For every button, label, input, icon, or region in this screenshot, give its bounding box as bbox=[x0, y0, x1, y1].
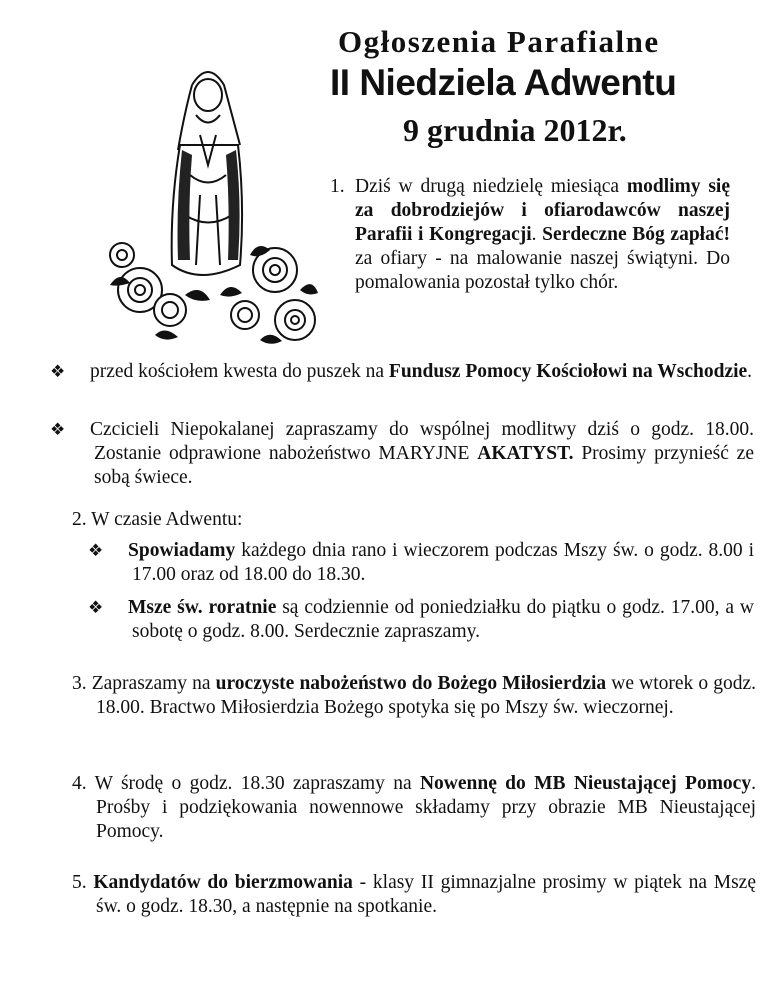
item-bold: modlimy się za dobrodziejów i ofiarodawców naszej Parafii i Kongregacji bbox=[355, 176, 730, 245]
bullet-text: . bbox=[747, 361, 753, 382]
item-bold: Serdeczne Bóg zapłać! bbox=[542, 224, 730, 245]
title-date: 9 grudnia 2012r. bbox=[403, 112, 627, 148]
announcement-bullet-akatyst bbox=[50, 418, 754, 490]
item-bold: uroczyste nabożeństwo do Bożego Miłosierdzia bbox=[215, 673, 607, 694]
item-text: W czasie Adwentu: bbox=[91, 509, 243, 530]
item-text: - klasy II gimnazjalne prosimy w piątek na Mszę św. o godz. 18.30, a następnie na spotkanie. bbox=[96, 872, 756, 917]
announcement-bullet-kwesta bbox=[50, 360, 754, 384]
item-bold: Kandydatów do bierzmowania bbox=[93, 872, 353, 893]
announcement-bullet-roraty bbox=[88, 596, 754, 644]
item-text: za ofiary - na malowanie naszej świątyni. Do pomalowania pozostał tylko chór. bbox=[355, 248, 730, 293]
item-text: . bbox=[531, 224, 543, 245]
madonna-illustration bbox=[100, 55, 322, 355]
bullet-bold: Msze św. roratnie bbox=[128, 597, 277, 618]
bullet-bold: AKATYST. bbox=[477, 443, 574, 464]
item-text: Zapraszamy na bbox=[91, 673, 216, 694]
announcement-item-3 bbox=[72, 672, 756, 720]
diamond-bullet-icon: ❖ bbox=[50, 420, 66, 439]
diamond-bullet-icon: ❖ bbox=[88, 541, 104, 560]
item-number: 1. bbox=[330, 176, 345, 197]
bullet-bold: Spowiadamy bbox=[128, 540, 236, 561]
announcement-item-5 bbox=[72, 871, 756, 919]
item-text: we wtorek o godz. 18.00. Bractwo Miłosierdzia Bożego spotyka się po Mszy św. wieczornej. bbox=[96, 673, 757, 718]
bullet-text: są codziennie od poniedziałku do piątku o godz. 17.00, a w sobotę o godz. 8.00. Serdecznie zapraszamy. bbox=[132, 597, 754, 642]
item-number: 5. bbox=[72, 872, 87, 893]
announcement-item-1 bbox=[330, 175, 730, 295]
bullet-bold: Fundusz Pomocy Kościołowi na Wschodzie bbox=[388, 361, 748, 382]
diamond-bullet-icon: ❖ bbox=[50, 362, 66, 381]
announcement-item-4 bbox=[72, 772, 756, 844]
item-text: Dziś w drugą niedzielę miesiąca bbox=[355, 176, 627, 197]
title-ogloszenia: Ogłoszenia Parafialne bbox=[338, 24, 660, 59]
diamond-bullet-icon: ❖ bbox=[88, 598, 104, 617]
title-niedziela: II Niedziela Adwentu bbox=[330, 62, 677, 103]
bullet-text: przed kościołem kwesta do puszek na bbox=[90, 361, 389, 382]
item-text: . Prośby i podziękowania nowennowe składamy przy obrazie MB Nieustającej Pomocy. bbox=[96, 773, 756, 842]
item-bold: Nowennę do MB Nieustającej Pomocy bbox=[419, 773, 752, 794]
announcement-item-2 bbox=[72, 508, 732, 532]
item-number: 2. bbox=[72, 509, 87, 530]
item-text: W środę o godz. 18.30 zapraszamy na bbox=[94, 773, 420, 794]
bullet-text: Czcicieli Niepokalanej zapraszamy do wspólnej modlitwy dziś o godz. 18.00. Zostanie odprawione nabożeństwo MARYJNE bbox=[90, 419, 754, 464]
bullet-text: Prosimy przynieść ze sobą świece. bbox=[94, 443, 754, 488]
announcement-bullet-spowiedz bbox=[88, 539, 754, 587]
item-number: 3. bbox=[72, 673, 87, 694]
item-number: 4. bbox=[72, 773, 87, 794]
bullet-text: każdego dnia rano i wieczorem podczas Mszy św. o godz. 8.00 i 17.00 oraz od 18.00 do 18.30. bbox=[132, 540, 754, 585]
